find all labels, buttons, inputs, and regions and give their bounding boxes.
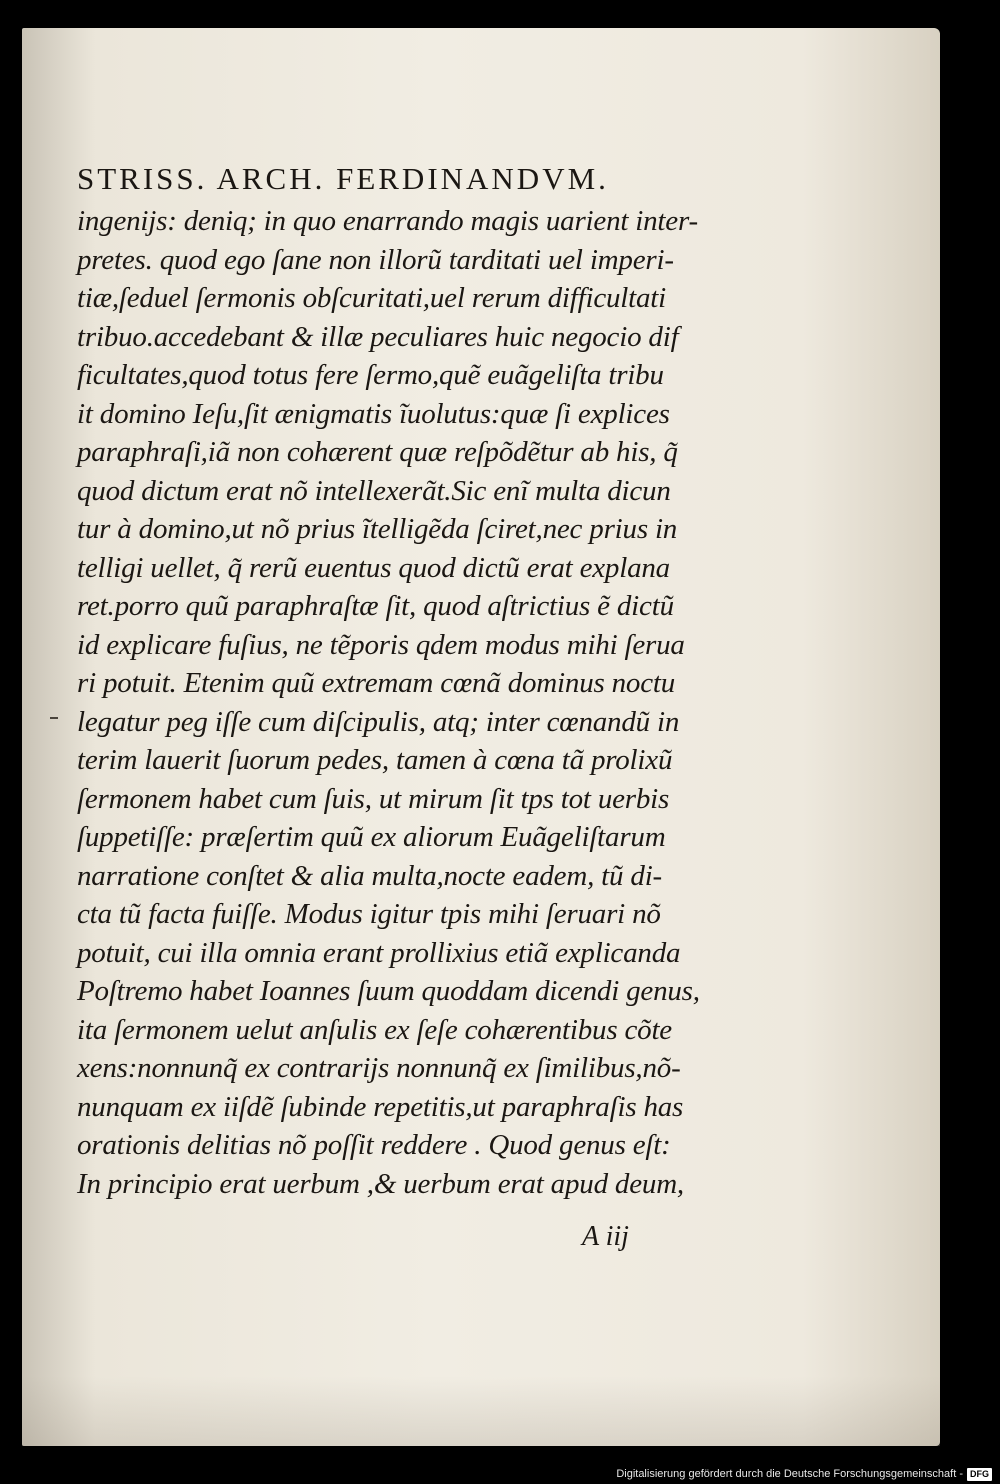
text-line: xens:nonnunq̃ ex contrarijs nonnunq̃ ex ſimilibus,nõ- <box>77 1052 681 1084</box>
footer-credit-text: Digitalisierung gefördert durch die Deutsche Forschungsgemeinschaft - <box>616 1468 963 1480</box>
text-line: legatur peg iſſe cum diſcipulis, atq; inter cœnandũ in <box>77 705 680 738</box>
text-line: In principio erat uerbum ,& uerbum erat apud deum, <box>77 1167 684 1200</box>
text-line: potuit, cui illa omnia erant prollixius etiã explicanda <box>77 936 681 969</box>
text-line: ingenijs: deniq; in quo enarrando magis uarient inter- <box>77 205 698 237</box>
signature-mark: A iij <box>582 1221 629 1252</box>
body-text <box>77 202 717 1203</box>
text-line: telligi uellet, q̃ rerũ euentus quod dictũ erat explana <box>77 551 670 584</box>
text-line: ret.porro quũ paraphraſtæ ſit, quod aſtrictius ẽ dictũ <box>77 590 674 622</box>
text-line: tiæ,ſeduel ſermonis obſcuritati,uel rerum difficultati <box>77 282 667 314</box>
text-line: narratione conſtet & alia multa,nocte eadem, tũ di- <box>77 859 663 892</box>
text-line: orationis delitias nõ poſſit reddere . Quod genus eſt: <box>77 1129 671 1161</box>
footer-credit <box>616 1466 992 1482</box>
text-line: paraphraſi,iã non cohærent quæ reſpõdẽtur ab his, q̃ <box>77 436 678 468</box>
text-line: it domino Ieſu,ſit ænigmatis ĩuolutus:quæ ſi explices <box>77 397 670 430</box>
text-line: ſuppetiſſe: præſertim quũ ex aliorum Euãgeliſtarum <box>77 821 666 853</box>
text-line: terim lauerit ſuorum pedes, tamen à cœna tã prolixũ <box>77 744 673 776</box>
dfg-logo: DFG <box>967 1468 992 1481</box>
text-line: ſermonem habet cum ſuis, ut mirum ſit tps tot uerbis <box>77 782 670 815</box>
text-line: pretes. quod ego ſane non illorũ tarditati uel imperi- <box>77 243 674 276</box>
text-line: tribuo.accedebant & illæ peculiares huic negocio dif <box>77 320 679 353</box>
text-line: ficultates,quod totus fere ſermo,quẽ euãgeliſta tribu <box>77 359 664 391</box>
text-line: cta tũ facta fuiſſe. Modus igitur tpis mihi ſeruari nõ <box>77 898 661 930</box>
text-line: Poſtremo habet Ioannes ſuum quoddam dicendi genus, <box>77 975 700 1007</box>
text-block <box>77 156 717 1203</box>
text-line: nunquam ex iiſdẽ ſubinde repetitis,ut paraphraſis has <box>77 1090 684 1123</box>
margin-mark <box>50 717 58 719</box>
book-page <box>22 28 940 1446</box>
text-line: quod dictum erat nõ intellexerãt.Sic enĩ multa dicun <box>77 474 671 507</box>
running-head: STRISS. ARCH. FERDINANDVM. <box>77 161 609 196</box>
text-line: tur à domino,ut nõ prius ĩtelligẽda ſciret,nec prius in <box>77 513 678 545</box>
text-line: ri potuit. Etenim quũ extremam cœnã dominus noctu <box>77 667 676 699</box>
text-line: id explicare fuſius, ne tẽporis qdem modus mihi ſerua <box>77 628 685 661</box>
text-line: ita ſermonem uelut anſulis ex ſeſe cohærentibus cõte <box>77 1013 672 1046</box>
